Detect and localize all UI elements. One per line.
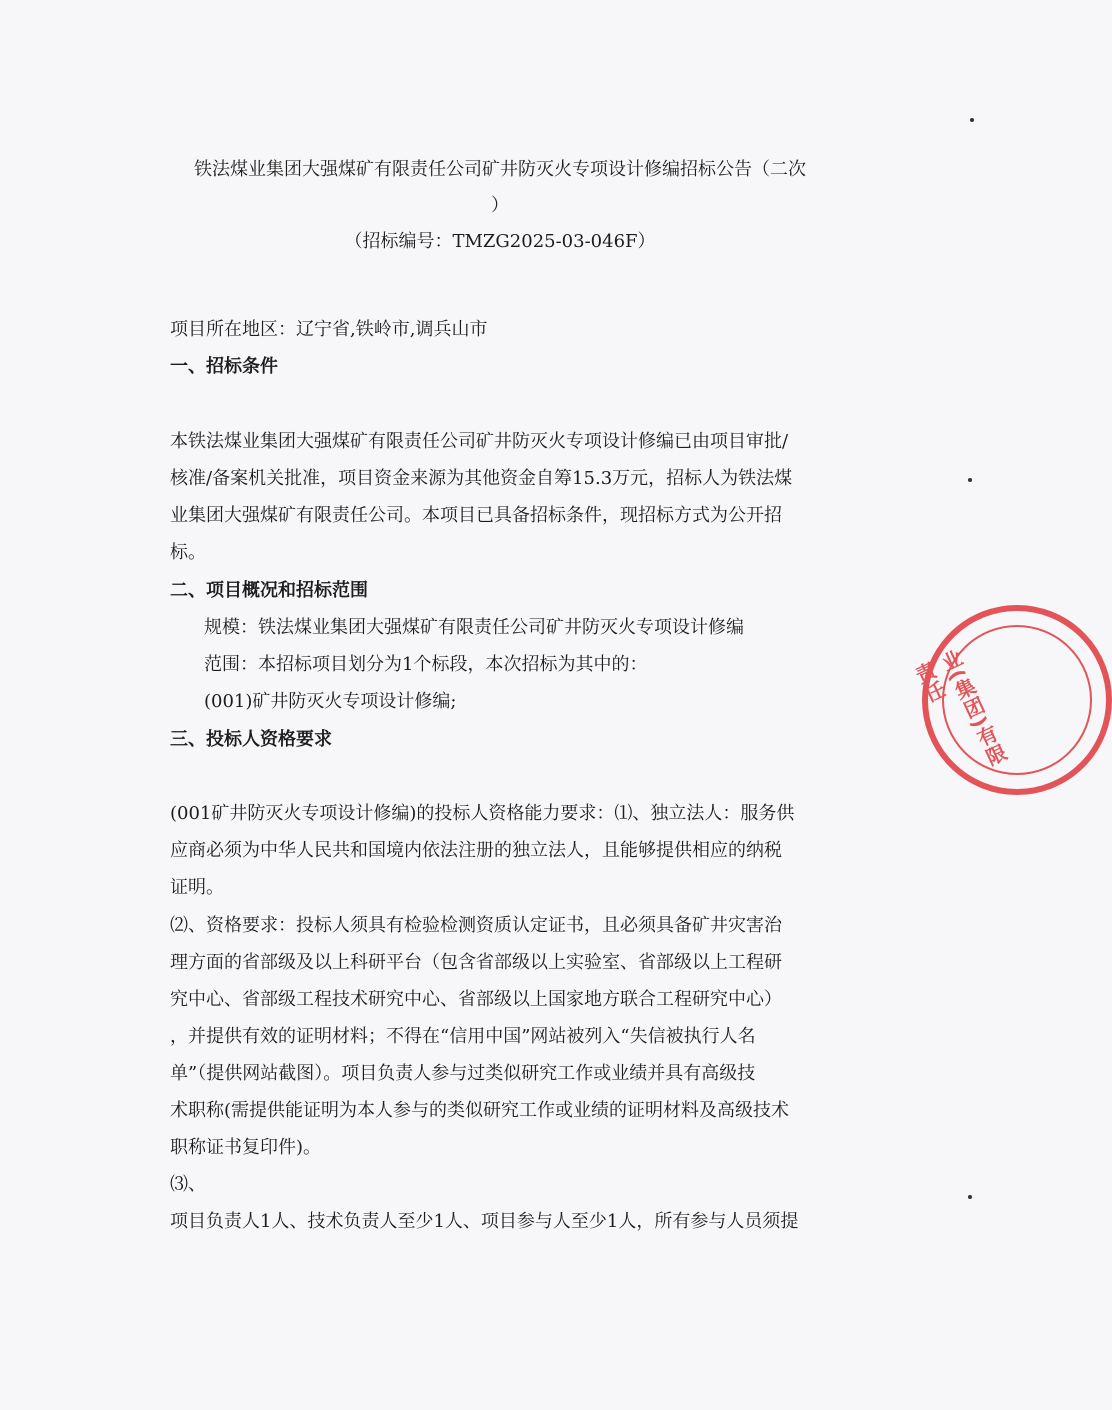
section-3-line: ⑵、资格要求：投标人须具有检验检测资质认定证书，且必须具备矿井灾害治: [170, 915, 782, 936]
section-3-line: (001矿井防灭火专项设计修编)的投标人资格能力要求：⑴、独立法人：服务供: [170, 803, 795, 824]
project-location: 项目所在地区：辽宁省,铁岭市,调兵山市: [170, 319, 488, 340]
tender-number: （招标编号：TMZG2025-03-046F）: [344, 231, 656, 252]
document-title: 铁法煤业集团大强煤矿有限责任公司矿井防灭火专项设计修编招标公告（二次: [194, 159, 806, 180]
scan-speck: [968, 478, 972, 482]
project-lot: (001)矿井防灭火专项设计修编;: [204, 691, 457, 712]
scan-speck: [970, 118, 974, 122]
section-3-line: 理方面的省部级及以上科研平台（包含省部级以上实验室、省部级以上工程研: [170, 952, 782, 973]
company-seal-text: 业(集团)有限责任: [909, 646, 1011, 771]
section-1-heading: 一、招标条件: [170, 356, 278, 377]
company-seal: [909, 605, 1112, 795]
section-3-line: 项目负责人1人、技术负责人至少1人、项目参与人至少1人，所有参与人员须提: [170, 1211, 799, 1232]
section-3-line: 单”（提供网站截图）。项目负责人参与过类似研究工作或业绩并具有高级技: [170, 1063, 756, 1084]
section-1-paragraph-line: 业集团大强煤矿有限责任公司。本项目已具备招标条件，现招标方式为公开招: [170, 505, 782, 526]
project-range: 范围：本招标项目划分为1个标段，本次招标为其中的：: [204, 654, 648, 675]
section-3-line: 职称证书复印件)。: [170, 1137, 322, 1158]
section-3-line: 究中心、省部级工程技术研究中心、省部级以上国家地方联合工程研究中心）: [170, 989, 782, 1010]
scan-speck: [968, 1195, 972, 1199]
section-2-heading: 二、项目概况和招标范围: [170, 580, 368, 601]
section-1-paragraph-line: 标。: [170, 542, 206, 563]
section-3-heading: 三、投标人资格要求: [170, 729, 332, 750]
section-3-line: ⑶、: [170, 1174, 206, 1195]
section-1-paragraph-line: 核准/备案机关批准，项目资金来源为其他资金自筹15.3万元，招标人为铁法煤: [170, 468, 793, 489]
document-title-continuation: ）: [491, 195, 509, 216]
project-scale: 规模：铁法煤业集团大强煤矿有限责任公司矿井防灭火专项设计修编: [204, 617, 744, 638]
section-3-line: 证明。: [170, 877, 224, 898]
section-3-line: 术职称(需提供能证明为本人参与的类似研究工作或业绩的证明材料及高级技术: [170, 1100, 790, 1121]
section-3-line: ，并提供有效的证明材料；不得在“信用中国”网站被列入“失信被执行人名: [170, 1026, 756, 1047]
section-3-line: 应商必须为中华人民共和国境内依法注册的独立法人，且能够提供相应的纳税: [170, 840, 782, 861]
section-1-paragraph-line: 本铁法煤业集团大强煤矿有限责任公司矿井防灭火专项设计修编已由项目审批/: [170, 431, 789, 452]
